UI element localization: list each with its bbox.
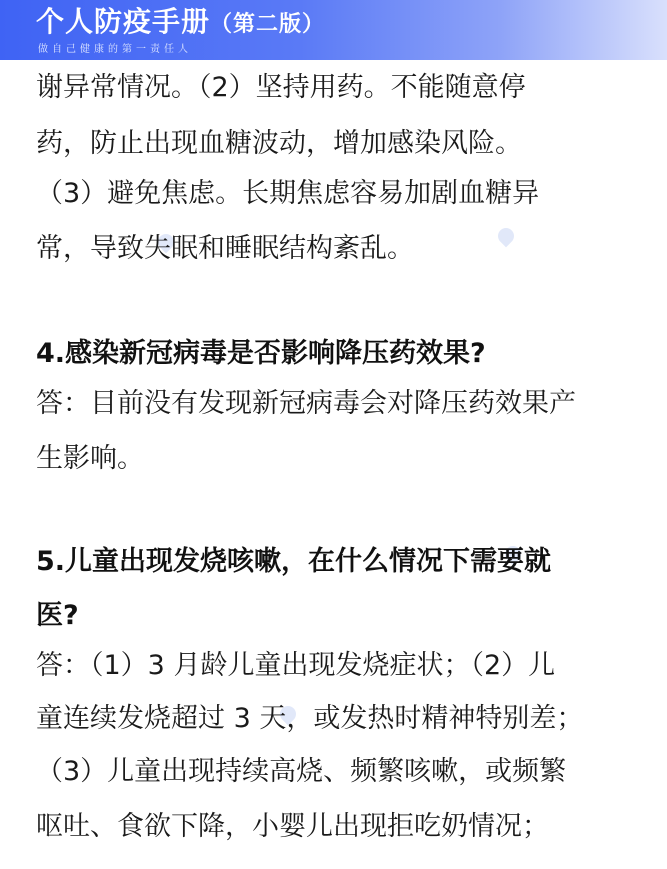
question-heading: 医? [36, 600, 79, 631]
header-banner [0, 0, 667, 60]
watermark-logo [498, 222, 520, 246]
question-heading: 5.儿童出现发烧咳嗽，在什么情况下需要就 [36, 546, 552, 577]
paragraph-line: （3）避免焦虑。长期焦虑容易加剧血糖异 [36, 178, 540, 209]
answer-line: 答：（1）3 月龄儿童出现发烧症状；（2）儿 [36, 650, 556, 681]
paragraph-line: 谢异常情况。（2）坚持用药。不能随意停 [36, 72, 526, 103]
banner-title-edition: （第二版） [210, 12, 326, 37]
question-heading: 4.感染新冠病毒是否影响降压药效果? [36, 338, 486, 369]
banner-title-main: 个人防疫手册 [36, 5, 211, 38]
answer-line: 呕吐、食欲下降，小婴儿出现拒吃奶情况； [36, 811, 549, 842]
banner-subtitle: 做自己健康的第一责任人 [38, 44, 192, 55]
paragraph-line: 药，防止出现血糖波动，增加感染风险。 [36, 128, 522, 159]
banner-title [36, 6, 325, 42]
paragraph-line: 常，导致失眠和睡眠结构紊乱。 [36, 233, 414, 264]
answer-line: 生影响。 [36, 443, 144, 474]
answer-line: 童连续发烧超过 3 天，或发热时精神特别差； [36, 703, 584, 734]
answer-line: 答：目前没有发现新冠病毒会对降压药效果产 [36, 388, 576, 419]
answer-line: （3）儿童出现持续高烧、频繁咳嗽，或频繁 [36, 756, 567, 787]
